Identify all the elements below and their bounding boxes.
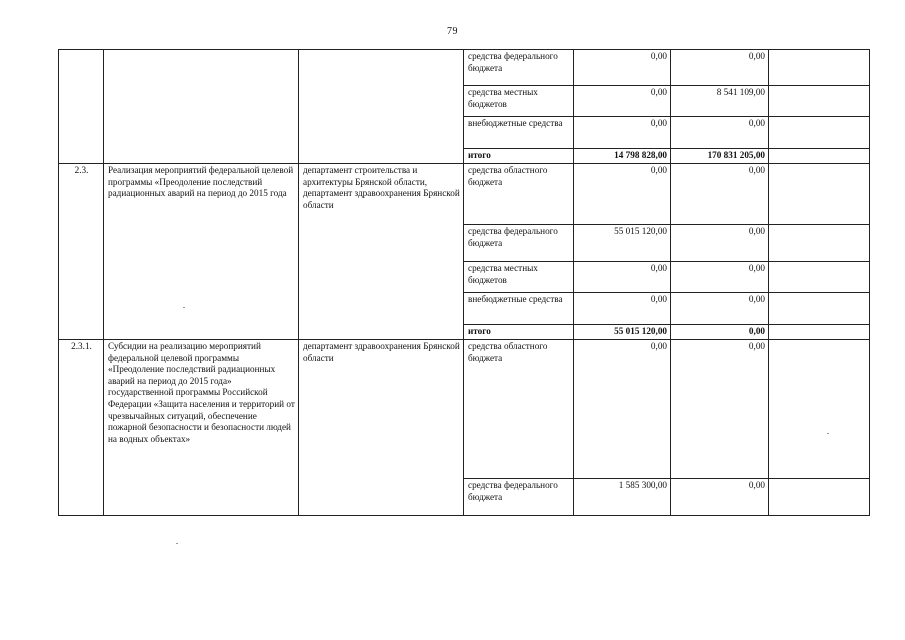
note-cell — [769, 262, 870, 293]
note-cell — [769, 149, 870, 164]
source-cell: средства местных бюджетов — [464, 262, 574, 293]
value-2015-cell: 0,00 — [671, 479, 769, 516]
source-cell: внебюджетные средства — [464, 117, 574, 149]
note-cell — [769, 225, 870, 262]
source-cell: средства областного бюджета — [464, 164, 574, 225]
index-cell — [59, 50, 104, 164]
source-cell: средства федерального бюджета — [464, 225, 574, 262]
value-2015-cell: 8 541 109,00 — [671, 86, 769, 117]
value-2014-cell: 0,00 — [574, 164, 671, 225]
index-cell: 2.3. — [59, 164, 104, 340]
name-cell — [104, 50, 299, 164]
value-2014-cell: 0,00 — [574, 117, 671, 149]
executor-cell: департамент здравоохранения Брянской области — [299, 340, 464, 516]
value-2015-cell: 170 831 205,00 — [671, 149, 769, 164]
value-2014-cell: 0,00 — [574, 50, 671, 86]
note-cell — [769, 50, 870, 86]
value-2015-cell: 0,00 — [671, 325, 769, 340]
table-row — [59, 50, 870, 86]
index-cell: 2.3.1. — [59, 340, 104, 516]
value-2014-cell: 0,00 — [574, 86, 671, 117]
name-cell: Реализация мероприятий федеральной целевой программы «Преодоление последствий радиационных аварий на период до 2015 года — [104, 164, 299, 340]
source-cell: средства федерального бюджета — [464, 479, 574, 516]
value-2014-cell: 0,00 — [574, 293, 671, 325]
value-2015-cell: 0,00 — [671, 117, 769, 149]
source-cell: итого — [464, 149, 574, 164]
scan-speck — [176, 543, 178, 544]
scan-speck — [827, 433, 829, 434]
budget-table — [58, 49, 870, 516]
value-2015-cell: 0,00 — [671, 50, 769, 86]
source-cell: средства областного бюджета — [464, 340, 574, 479]
value-2015-cell: 0,00 — [671, 262, 769, 293]
value-2014-cell: 0,00 — [574, 340, 671, 479]
executor-cell — [299, 50, 464, 164]
note-cell — [769, 117, 870, 149]
value-2014-cell: 55 015 120,00 — [574, 325, 671, 340]
value-2015-cell: 0,00 — [671, 164, 769, 225]
value-2014-cell: 1 585 300,00 — [574, 479, 671, 516]
value-2014-cell: 55 015 120,00 — [574, 225, 671, 262]
value-2014-cell: 14 798 828,00 — [574, 149, 671, 164]
value-2014-cell: 0,00 — [574, 262, 671, 293]
value-2015-cell: 0,00 — [671, 340, 769, 479]
table-row — [59, 340, 870, 479]
note-cell — [769, 86, 870, 117]
note-cell — [769, 164, 870, 225]
source-cell: средства местных бюджетов — [464, 86, 574, 117]
value-2015-cell: 0,00 — [671, 225, 769, 262]
executor-cell: департамент строительства и архитектуры Брянской области, департамент здравоохранения Брянской области — [299, 164, 464, 340]
page-number: 79 — [447, 26, 458, 37]
note-cell — [769, 340, 870, 479]
source-cell: итого — [464, 325, 574, 340]
note-cell — [769, 479, 870, 516]
value-2015-cell: 0,00 — [671, 293, 769, 325]
table-row — [59, 164, 870, 225]
note-cell — [769, 293, 870, 325]
source-cell: средства федерального бюджета — [464, 50, 574, 86]
source-cell: внебюджетные средства — [464, 293, 574, 325]
note-cell — [769, 325, 870, 340]
scan-speck — [183, 307, 185, 308]
name-cell: Субсидии на реализацию мероприятий федеральной целевой программы «Преодоление последствий радиационных аварий на период до 2015 года» государственной программы Российской Федерации «Защита населения и территорий от чрезвычайных ситуаций, обеспечение пожарной безопасности и безопасности людей на водных объектах» — [104, 340, 299, 516]
